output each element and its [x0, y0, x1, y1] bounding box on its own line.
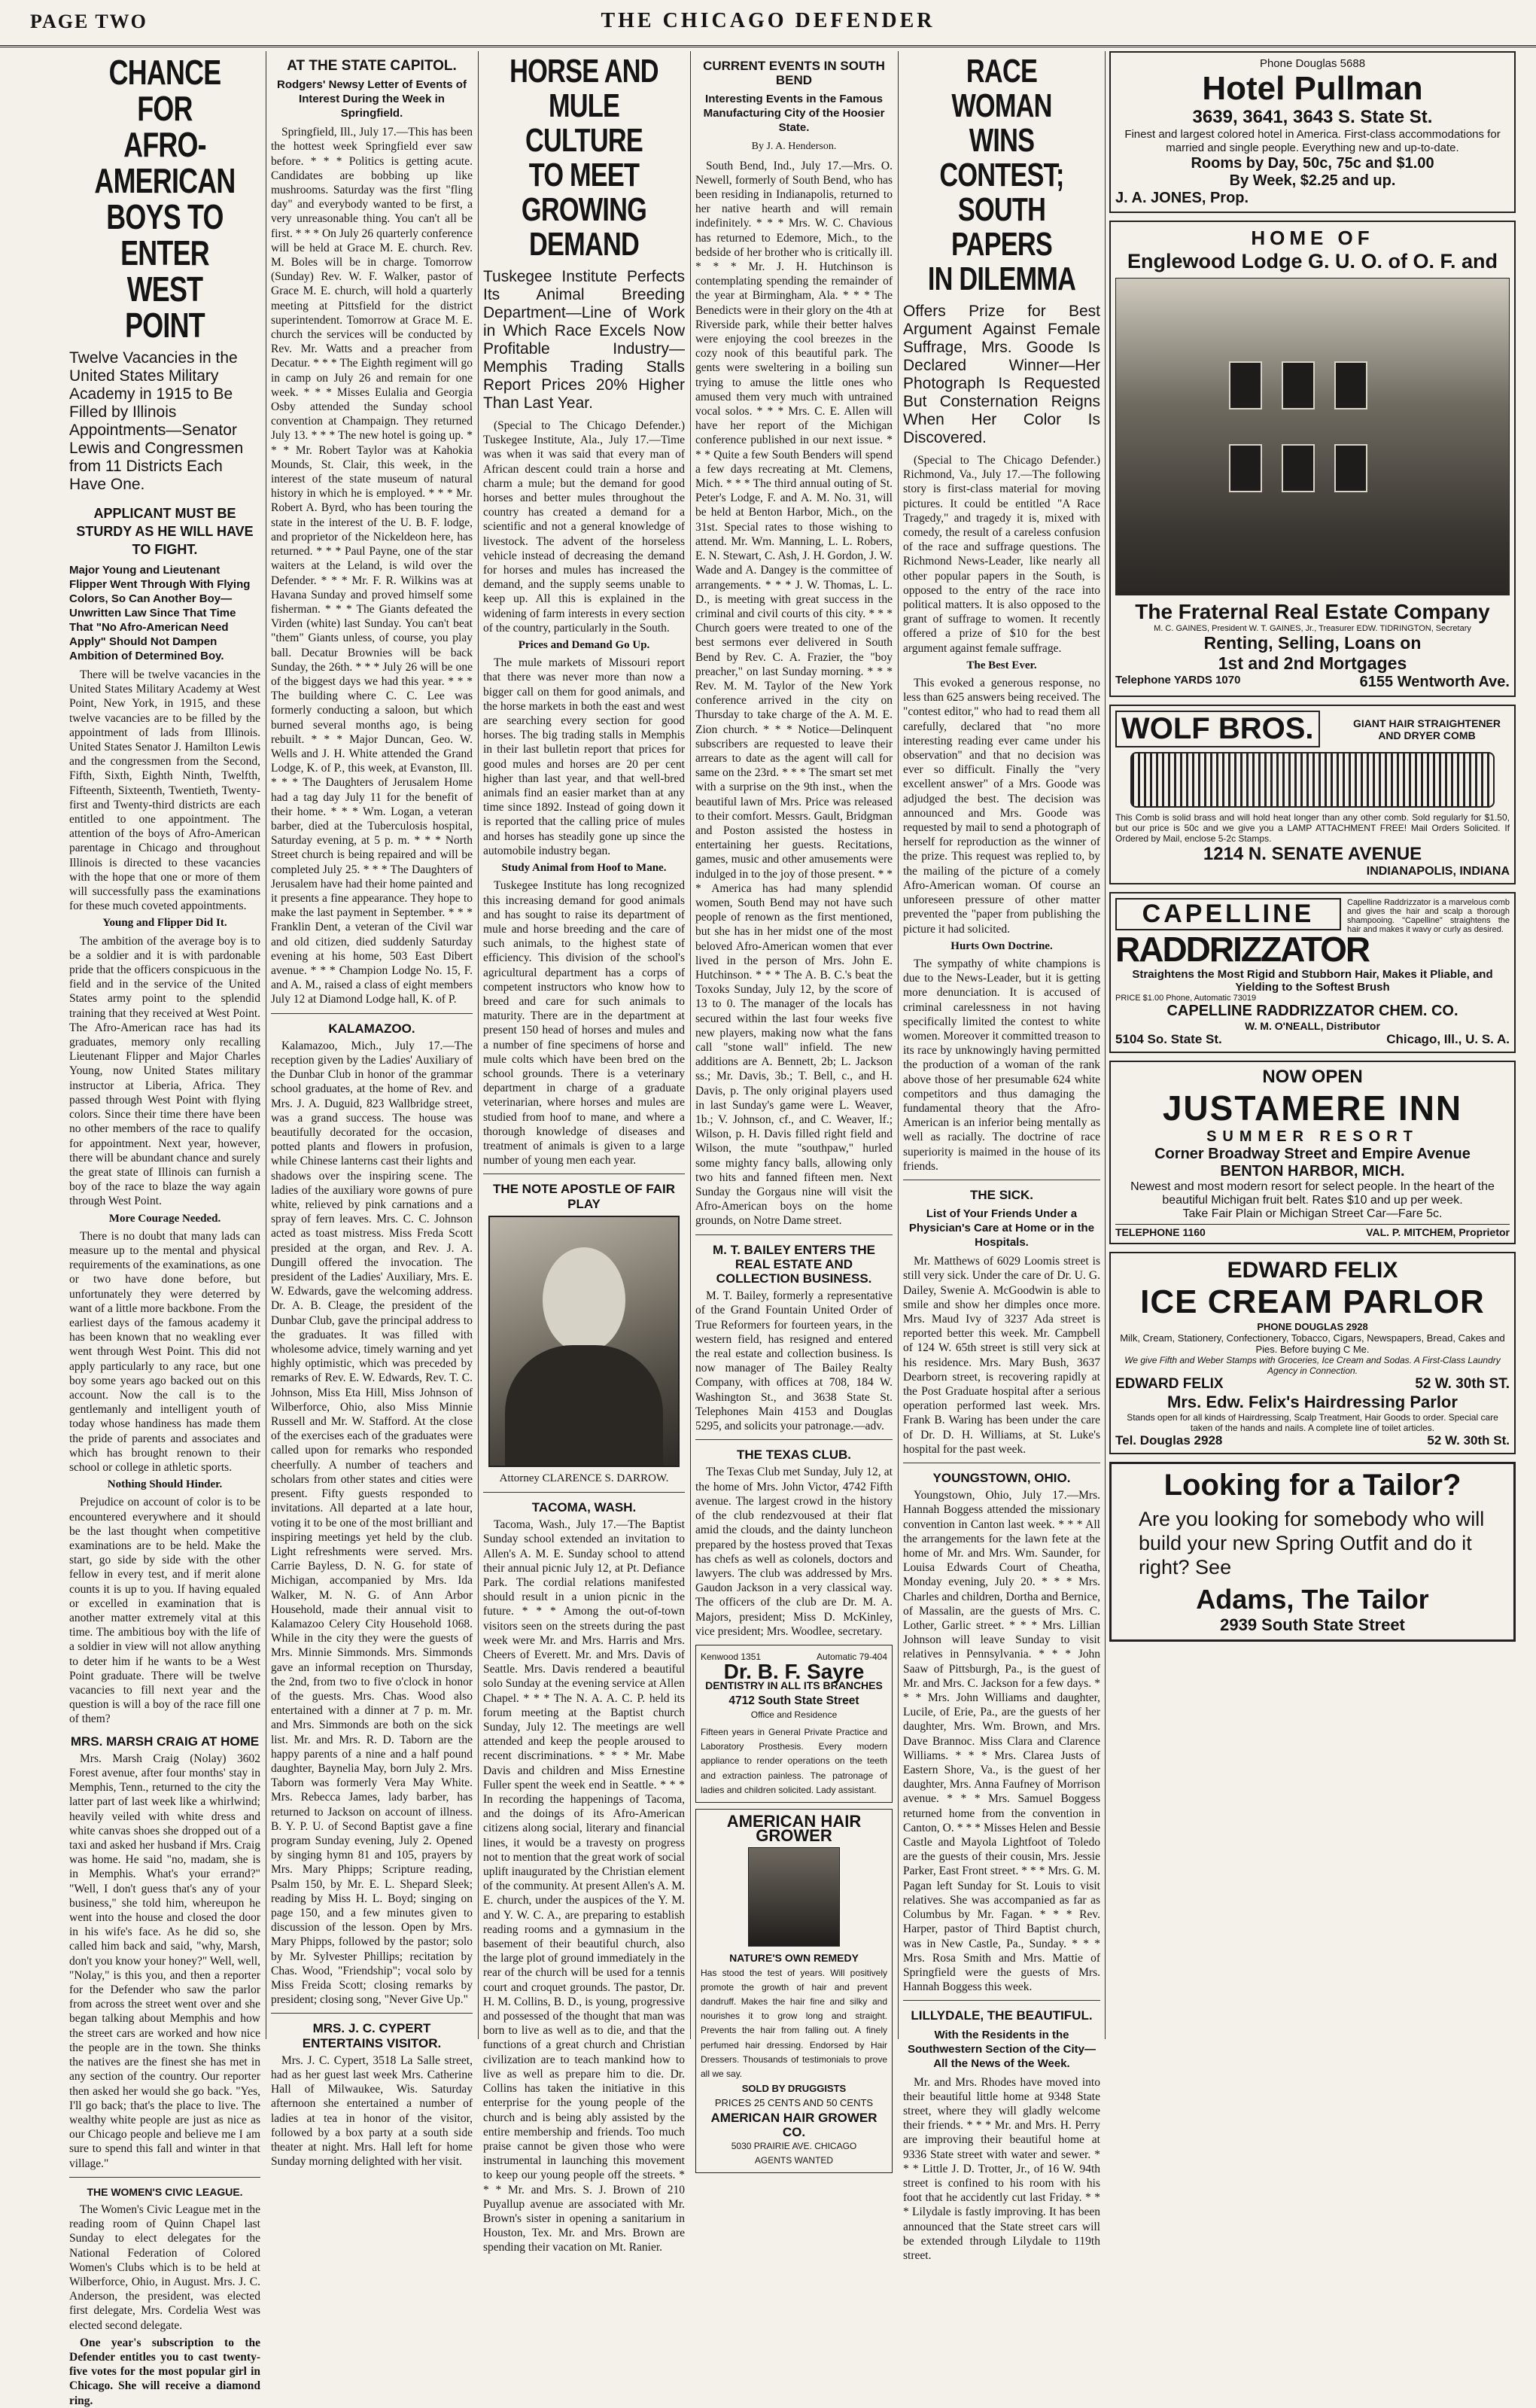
capelline-company: CAPELLINE RADDRIZZATOR CHEM. CO.: [1166, 1003, 1458, 1019]
subscription-notice: One year's subscription to the Defender entitles you to cast twenty-five votes for the most popular girl in Chicago. She will receive a diamond ring.: [69, 2336, 260, 2407]
horse-mule-deck: Tuskegee Institute Perfects Its Animal Breeding Department—Line of Work in Which Race Excels Now Profitable Industry—Memphis Trading Stalls Report Prices 20% Higher Than Last Year.: [483, 268, 685, 412]
sick-headline: THE SICK.: [969, 1187, 1034, 1202]
capelline-name2: RADDRIZZATOR: [1115, 930, 1370, 969]
side-head: Hurts Own Doctrine.: [950, 939, 1053, 952]
race-woman-deck: Offers Prize for Best Argument Against Female Suffrage, Mrs. Goode Is Declared Winner—Her Photograph Is Requested But Consternation Reigns When Her Color Is Discovered.: [903, 303, 1100, 446]
divider: [69, 2177, 260, 2178]
justamere-town: BENTON HARBOR, MICH.: [1220, 1163, 1405, 1180]
masthead: [0, 0, 1536, 47]
tailor-name: Adams, The Tailor: [1196, 1584, 1429, 1615]
divider: [903, 2000, 1100, 2001]
article-paragraph: (Special to The Chicago Defender.) Tuskegee Institute, Ala., July 17.—Time was when it was said that every man of African descent could train a horse and charm a mule; but the demand for good horses and better mules throughout the country has created a demand for a scientific and not a general knowledge of livestock. The advent of the horseless vehicle instead of decreasing the demand for horses and mules has increased the demand, and the supply seems unable to keep up. All this is explained in the widening of farm interests in every section of the country, particularly in the South.: [483, 419, 685, 635]
advertisements-column: [1109, 51, 1516, 2039]
pullman-weekly: By Week, $2.25 and up.: [1229, 172, 1396, 189]
hair-prices: PRICES 25 CENTS AND 50 CENTS: [714, 2097, 874, 2109]
side-head: The Best Ever.: [966, 659, 1037, 671]
hair-sold: SOLD BY DRUGGISTS: [741, 2083, 847, 2095]
article-paragraph: The Women's Civic League met in the reading room of Quinn Chapel last Sunday to elect delegates for the National Federation of Colored Women's Clubs which is to be held at Wilberforce, Ohio, in August. Mrs. J. C. Anderson, the president, was elected first delegate, Mrs. Cordelia West was elected second delegate.: [69, 2203, 260, 2332]
capelline-side: Capelline Raddrizzator is a marvelous comb and gives the hair and scalp a thorough shampooing. "Capelline" straightens the hair and makes it wavy or curly as desired.: [1347, 898, 1510, 934]
felix-mrs-body: Stands open for all kinds of Hairdressing, Scalp Treatment, Hair Goods to order. Special care taken of the hands and nails. A complete line of toilet articles.: [1127, 1412, 1498, 1433]
article-paragraph: There is no doubt that many lads can measure up to the mental and physical requirements of the examinations, as one or two have done before, but unfortunately they were deterred by want of a little more backbone. From the earliest days of the famous academy it has been known that no weakling ever went through West Point. This did not apply particularly to any race, but one boy some years ago backed out on this account. Now the call is to the gentlemanly and intelligent youth of today whose handiness has made them the pride of parents and associates and which has brought renown to their school or college in athletic sports.: [69, 1229, 260, 1474]
sayre-body: Fifteen years in General Private Practice and Laboratory Prosthesis. Every modern appliance to render operations on the teeth and extraction painless. The patronage of ladies and children solicited. Lady assistant.: [701, 1726, 887, 1795]
hair-body: Has stood the test of years. Will positively promote the growth of hair and prevent dandruff. Makes the hair fine and silky and nourishes it to grow long and straight. Prevents the hair from falling out. A finely perfumed hair dressing. Endorsed by Hair Dressers. Thousands of testimonials to prove all we say.: [701, 1967, 887, 2079]
lodge-mortgages: 1st and 2nd Mortgages: [1218, 653, 1407, 673]
justamere-name: JUSTAMERE INN: [1162, 1088, 1463, 1128]
felix-phone: PHONE DOUGLAS 2928: [1257, 1321, 1368, 1332]
divider: [271, 2013, 473, 2014]
side-head: Study Animal from Hoof to Mane.: [501, 862, 667, 875]
edward-felix-ad: [1109, 1252, 1516, 1454]
pullman-phone: Phone Douglas 5688: [1259, 57, 1366, 70]
craig-headline: MRS. MARSH CRAIG AT HOME: [70, 1734, 260, 1749]
column-2: [271, 51, 473, 2169]
felix-name: EDWARD FELIX: [1227, 1258, 1398, 1283]
hair-title: AMERICAN HAIR GROWER: [726, 1811, 862, 1846]
article-paragraph: The Texas Club met Sunday, July 12, at the home of Mrs. John Victor, 4742 Fifth avenue. The largest crowd in the history of the club rendezvoused at their flat amid the clouds, and the dainty luncheon prepared by the hostess proved that Texas has chefs as well as colonels, doctors and lawyers. The club was addressed by Mrs. Gaudon Jackson in a very classical way. The officers of the club are Dr. M. A. Majors, president; Miss D. McKinley, vice president; Mrs. Woodlee, secretary.: [695, 1466, 893, 1638]
wolf-body: This Comb is solid brass and will hold heat longer than any other comb. Sold regularly for $1.50, but our price is 50c and we give you a LAMP ATTACHMENT FREE! Mail Orders Solicited. If Ordered by Mail, enclose 5-2c Stamps.: [1115, 812, 1510, 844]
article-paragraph: Mr. Matthews of 6029 Loomis street is still very sick. Under the care of Dr. U. G. Dailey, Swenie A. McGoodwin is able to smile and show her dimples once more. Mrs. Maud Ivy of 3237 Ada street is reported better this week. Mr. Campbell of 124 W. 65th street is still very sick at his residence. Mrs. Mary Bush, 3637 Dearborn street, is recovering rapidly at the Post Graduate hospital after a serious operation performed last week. Mrs. Frank B. Waring has been under the care of Dr. D. H. Williams, at St. Luke's hospital for the past week.: [903, 1255, 1100, 1456]
hair-grower-ad: [695, 1809, 893, 2173]
sayre-name: Dr. B. F. Sayre: [723, 1660, 865, 1684]
englewood-lodge-ad: [1109, 221, 1516, 697]
bailey-headline: M. T. BAILEY ENTERS THE REAL ESTATE AND COLLECTION BUSINESS.: [713, 1242, 875, 1286]
state-capitol-headline: AT THE STATE CAPITOL.: [287, 58, 457, 74]
sick-deck: List of Your Friends Under a Physician's Care at Home or in the Hospitals.: [908, 1207, 1095, 1250]
west-point-headline: CHANCE FOR AFRO-AMERICAN BOYS TO ENTER WEST POINT: [94, 53, 236, 345]
hair-tagline: NATURE'S OWN REMEDY: [729, 1952, 859, 1965]
divider: [483, 1492, 685, 1493]
horse-mule-headline: HORSE AND MULE CULTURE TO MEET GROWING DEMAND: [509, 53, 659, 263]
wolf-city: INDIANAPOLIS, INDIANA: [1366, 865, 1510, 878]
felix-mrs: Mrs. Edw. Felix's Hairdressing Parlor: [1167, 1393, 1458, 1411]
cypert-headline: MRS. J. C. CYPERT ENTERTAINS VISITOR.: [302, 2021, 442, 2050]
building-window: [1334, 444, 1367, 492]
lodge-phone: Telephone YARDS 1070: [1115, 674, 1241, 686]
wolf-name: WOLF BROS.: [1115, 711, 1320, 747]
capelline-ad: [1109, 892, 1516, 1053]
portrait-face: [543, 1247, 625, 1353]
capelline-price: PRICE $1.00 Phone, Automatic 73019: [1115, 994, 1257, 1003]
hotel-pullman-ad: [1109, 51, 1516, 213]
capelline-address: 5104 So. State St.: [1115, 1032, 1222, 1046]
building-window: [1334, 361, 1367, 409]
article-paragraph: Youngstown, Ohio, July 17.—Mrs. Hannah Boggess attended the missionary convention in Canton last week. * * * All the arrangements for the lawn fete at the home of Mr. and Mrs. Wm. Saunder, for Louisa Edwards Court of Cheatha, Monday evening, July 20. * * * Mrs. Charles and children, Dortha and Bernice, of Massalin, are the guests of Mrs. C. Lother, Garlic street. * * * Mrs. Lillian Johnson will leave Sunday to visit relatives in Pennsylvania. * * * John Saaw of Pittsburgh, Pa., is the guest of Mr. and Mrs. C. Jackson for a few days. * * * Mrs. John Williams and daughter, Lucile, of Erie, Pa., are the guests of her daughter, Mrs. Wm. Brown, and Mrs. Dave Brannoc. Miss Clara and Clarence Williams. * * * Mrs. Clarea Justs of Eastern Shore, Va., is the guest of her daughter, Mrs. Anna Faufney of Morrison avenue. * * * Mrs. Samuel Boggess returned home from the convention in Canton, O. * * * Misses Helen and Bessie Castle and Mayola Lightfoot of Toledo are the guests of their cousin, Mrs. Jessie Parker, East Front street. * * * Mrs. G. M. Pagan left Sunday for St. Louis to visit relatives. She was accompanied as far as Columbus by Mr. Fagan. * * * Rev. Harper, pastor of Third Baptist church, was in New Castle, Pa., Sunday. * * * Mrs. Rosa Smith and Mrs. Mattie of Springfield were the guests of Mrs. Hannah Boggess this week.: [903, 1489, 1100, 1994]
article-paragraph: Prejudice on account of color is to be encountered everywhere and it should be the last thought when competitive examinations are to be held. Make the start, go side by side with the other fellow in every test, and if merit alone counts it is up to you. If having equaled or excelled in examination that is another matter extremely vital at this time. The ambitious boy with the life of a soldier in view will not allow anything to deter him if he wants to be a West Point graduate. There will be twelve vacancies to fill next year and the question is will a boy of the race fill one of them?: [69, 1496, 260, 1726]
pullman-line1: Finest and largest colored hotel in America. First-class accommodations for married and single people. Everything new and up-to-date.: [1124, 128, 1501, 154]
hair-address: 5030 PRAIRIE AVE. CHICAGO: [731, 2141, 857, 2151]
justamere-phone: TELEPHONE 1160: [1115, 1226, 1206, 1238]
west-point-subdeck: Major Young and Lieutenant Flipper Went Through With Flying Colors, So Can Another Boy—Unwritten Law Since That Time That "No Afro-American Need Apply" Should Not Dampen Ambition of Determined Boy.: [69, 564, 251, 662]
wolf-address: 1214 N. SENATE AVENUE: [1203, 844, 1422, 864]
felix-parlor: ICE CREAM PARLOR: [1140, 1283, 1485, 1320]
capelline-tag: Straightens the Most Rigid and Stubborn Hair, Makes it Pliable, and Yielding to the Softest Brush: [1132, 968, 1493, 994]
article-paragraph: M. T. Bailey, formerly a representative of the Grand Fountain United Order of True Reformers for fourteen years, in the western field, has resigned and entered the real estate and collection business. Is now manager of The Bailey Realty Company, with offices at 708, 184 W. Washington St., and 3638 State St. Telephones Main 4153 and Douglas 5295, and solicits your patronage.—adv.: [695, 1289, 893, 1433]
lodge-company: The Fraternal Real Estate Company: [1135, 600, 1490, 623]
tacoma-headline: TACOMA, WASH.: [531, 1499, 637, 1515]
felix-line2: We give Fifth and Weber Stamps with Groceries, Ice Cream and Sodas. A First-Class Laundry Agency in Connection.: [1124, 1355, 1501, 1376]
felix-addr: 52 W. 30th ST.: [1415, 1376, 1510, 1392]
capelline-name1: CAPELLINE: [1115, 898, 1341, 930]
sayre-dentist-ad: [695, 1645, 893, 1803]
article-paragraph: The sympathy of white champions is due to the News-Leader, but it is getting more denunciation. It is accused of criminal carelessness in not having specifically limited the contest to white women. Moreover it committed treason to its race by unknowingly having permitted the production of a woman of the rank above those of her presumable 624 white competitors and thus damaging the fundamental theory that the Afro-American is an inferior being mentally as well as racially. The doctrine of race superiority is maimed in the house of its friends.: [903, 957, 1100, 1173]
justamere-fare: Take Fair Plain or Michigan Street Car—Fare 5c.: [1182, 1207, 1443, 1220]
column-rule: [478, 51, 479, 2039]
sayre-line1: DENTISTRY IN ALL ITS BRANCHES: [705, 1679, 883, 1692]
state-capitol-deck: Rodgers' Newsy Letter of Events of Interest During the Week in Springfield.: [277, 78, 467, 120]
newspaper-name: THE CHICAGO DEFENDER: [601, 9, 935, 32]
capelline-city: Chicago, Ill., U. S. A.: [1386, 1032, 1510, 1046]
lillydale-deck: With the Residents in the Southwestern Section of the City—All the News of the Week.: [907, 2028, 1096, 2070]
justamere-open: NOW OPEN: [1262, 1067, 1363, 1087]
lodge-officers: M. C. GAINES, President W. T. GAINES, Jr., Treasurer EDW. TIDRINGTON, Secretary: [1154, 624, 1471, 633]
article-paragraph: Mr. and Mrs. Rhodes have moved into their beautiful little home at 9348 State street, where they will gladly welcome their friends. * * * Mr. and Mrs. H. Perry are improving their beautiful home at 9336 State street with water and sewer. * * * Little J. D. Trotter, Jr., of 16 W. 94th street is confined to his room with his foot that he accidently cut last Friday. * * * Lilydale is fastly improving. It has been announced that the State street cars will be extended through Lilydale to 119th street.: [903, 2075, 1100, 2262]
sayre-phone-right: Automatic 79-404: [816, 1651, 887, 1662]
article-paragraph: Mrs. J. C. Cypert, 3518 La Salle street, had as her guest last week Mrs. Catherine Hall of Milwaukee, Wis. Saturday afternoon she entertained a number of ladies at tea in honor of the visitor, followed by a box party at a south side theater at night. Mrs. Hall left for home Sunday morning delighted with her visit.: [271, 2053, 473, 2169]
divider: [695, 1439, 893, 1440]
hair-company: AMERICAN HAIR GROWER CO.: [710, 2110, 877, 2139]
column-5: [903, 51, 1100, 2262]
justamere-inn-ad: [1109, 1061, 1516, 1244]
darrow-portrait: [488, 1216, 680, 1467]
adams-tailor-ad: [1109, 1462, 1516, 1642]
article-paragraph: South Bend, Ind., July 17.—Mrs. O. Newell, formerly of South Bend, who has been residing in Indianapolis, returned to her native hearth and will remain indefinitely. * * * Mrs. W. C. Chavious has returned to Edemore, Mich., to the bedside of her brother who is critically ill. * * * Mr. J. H. Hutchinson is contemplating spending the remainder of the year at Birmingham, Ala. * * * The Benedicts were in their glory on the 4th at Riverside park, while their better halves were enjoying the cool breezes in the cozy nook of this beautiful park. The gents were sweltering in a boiling sun trying to amuse the little ones who amused them very much with untrained vocal solos. * * * Mrs. C. E. Allen will have her report of the Michigan conference published in our next issue. * * * Quite a few South Benders will spend a few days recreating at Mt. Clemens, Mich. * * * The third annual outing of St. Peter's Lodge, F. and A. M. No. 31, will be held at Benton Harbor, Mich., on the 31st. Special rates to those wishing to attend. Mr. Wm. Manning, L. L. Robers, E. N. Stewart, C. Ash, J. H. Gordon, J. W. Wade and A. Dangey is the committee of arrangements. * * * J. W. Thomas, L. L. D., is meeting with great success in the criminal and civil courts of this city. * * * Church goers were treated to one of the best sermons ever delivered in South Bend by Rev. C. A. Frazier, the "boy preacher," on last Sunday morning. * * * Rev. M. M. Taylor of the New York conference arrived in the city on Thursday to take charge of the A. M. E. Zion church. * * * Notice—Delinquent subscribers are requested to leave their arrears to date as the agent will call for same on the 23rd. * * * The smart set met with a surprise on the 9th inst., when the beautiful lawn of Mrs. Price was released to their comfort. Messrs. Gault, Bridgman and Poston assisted the hostess in entertaining her guests. Recitations, games, music and other amusements were indulged in to the joy of those present. * * * America has had many splendid women, South Bend may not have such people of renown as the first mentioned, but she has in her midst one of the most beloved Afro-American women that ever lived in the person of Mrs. John E. Hutchinson. * * * The A. B. C.'s beat the Toxoks Sunday, July 12, by the score of 13 to 0. The manager of the locals has secured within the last four weeks five new players, making now what the fans call "stone wall" infield. The new additions are A. Bennett, 2b; L. Jackson ss.; Mr. Davis, 3b.; T. Bell, c., and H. Davis, p. The only original players used in last Sunday's game were L. Weaver, 1b.; V. Johnson, cf., and C. Weaver, lf.; Wilson, p. H. Davis filled right field and Wilson, the mute "southpaw," hurled some mighty fancy balls, allowing only two hits and fanned fifteen men. Next Sunday the Gorgaus nine will visit the Afro-American boys on the home grounds, on Notre Dame street.: [695, 159, 893, 1228]
sayre-address: 4712 South State Street: [728, 1694, 859, 1707]
column-1: [69, 51, 260, 2407]
building-window: [1282, 444, 1315, 492]
pullman-name: Hotel Pullman: [1202, 70, 1423, 107]
building-window: [1282, 361, 1315, 409]
wolf-product: GIANT HAIR STRAIGHTENER AND DRYER COMB: [1353, 717, 1501, 741]
divider: [271, 1013, 473, 1014]
pullman-address: 3639, 3641, 3643 S. State St.: [1192, 107, 1433, 127]
pullman-rates: Rooms by Day, 50c, 75c and $1.00: [1191, 155, 1434, 172]
building-window: [1229, 444, 1262, 492]
article-paragraph: This evoked a generous response, no less than 625 answers being received. The "contest editor," who had to read them all carefully, declared that "no more interesting reading ever came under his observation" and that no decision was ever so difficult. Finally the "very excellent answer" of a Mrs. Goode was adjudged the best. The decision was announced and Mrs. Goode was requested by mail to send a photograph of herself for reproduction as the winner of the prize. This request was replied to, by the mailing of the picture of a comely Afro-American woman. Of course an unforeseen pressure of other matter prevented the "paper from publishing the picture it had solicited.: [903, 677, 1100, 936]
felix-tel: Tel. Douglas 2928: [1115, 1433, 1223, 1448]
column-rule: [898, 51, 899, 2039]
kalamazoo-headline: KALAMAZOO.: [328, 1021, 415, 1036]
west-point-subhead: APPLICANT MUST BE STURDY AS HE WILL HAVE TO FIGHT.: [76, 506, 254, 557]
lodge-building-photo: [1115, 278, 1510, 595]
article-paragraph: Kalamazoo, Mich., July 17.—The reception given by the Ladies' Auxiliary of the Dunbar Club in honor of the grammar school graduates, at the home of Rev. and Mrs. J. A. Duguid, 823 Wallbridge street, was a grand success. The house was beautifully decorated for the occasion, potted plants and flowers in profusion, while Chinese lanterns cast their lights and shadows over the inspiring scene. The ladies of the auxiliary wore gowns of pure white, relieved by pink carnations and a spray of fern leaves. Mrs. C. C. Johnson acted as toast mistress. Miss Freda Scott presided at the organ, and Rev. J. A. Dungill offered the invocation. The president of the Ladies' Auxiliary, Mrs. E. W. Edwards, gave the welcoming address. Dr. A. B. Cleage, the president of the Dunbar Club, gave the principal address to the graduates. It was filled with wholesome advice, timely warning and yet highly optimistic, which was preceded by remarks of Rev. E. W. Edwards, Rev. T. C. Johnson, Miss Eta Hill, Miss Johnson of Wilberforce, Ohio, also Miss Minnie Russell and Mr. W. Stafford. At the close of the exercises each of the graduates were called upon for remarks who responded cheerfully. A number of teachers and scholars from other states and cities were present. Fifty guests responded to invitations. All departed at a late hour, voting it to be one of the most brilliant and inspiring meetings yet held by the club. Light refreshments were served. Mrs. Carrie Bayless, D. N. G. for state of Michigan, accompanied by Mrs. Ida Walker, M. N. G. of Ann Arbor Household, made their annual visit to Kalamazoo Celery City Household 1068. While in the city they were the guests of Mrs. Minnie Simmonds. Mrs. Simmonds gave an informal reception on Thursday, the 2nd, from two to five o'clock in honor of the guests. Mrs. Chas. Wood also entertained with a dinner at 7 p. m. Mr. and Mrs. Simmonds are both on the sick list. Mr. and Mrs. R. D. Taborn are the happy parents of a nine and a half pound daughter, Baynelia May, born July 2. Mrs. Taborn was formerly Vera May White. Mrs. Rebecca James, lady barber, has returned to Jackson on account of illness. B. Y. P. U. of Second Baptist gave a fine program Sunday evening, July 2. Opened by singing hymn 81 and 105, prayers by Mrs. Mary Phipps; Scripture reading, Psalm 150, by Mr. E. L. Shepard Sleek; reading by Miss H. L. Boyd; singing on page 150, and a few minutes given to discussion of the lesson. Open by Mrs. Mary Phipps, followed by the pastor; solo by Mr. Sylvester Phillips; recitation by Chas. Wood, "Friendship"; vocal solo by Miss Freida Scott; closing remarks by president; closing song, "Never Give Up.": [271, 1039, 473, 2007]
west-point-deck: Twelve Vacancies in the United States Military Academy in 1915 to Be Filled by Illinois Appointments—Senator Lewis and Congressmen from 11 Districts Each Have One.: [69, 349, 244, 493]
side-head: Nothing Should Hinder.: [107, 1478, 223, 1491]
side-head: Young and Flipper Did It.: [102, 917, 227, 930]
article-paragraph: Springfield, Ill., July 17.—This has been the hottest week Springfield ever saw before. * * * Politics is getting acute. Candidates are bobbing up like mushrooms. Saturday was the first "fling day" and everybody wanted to be first, a very unreasonable thing. You can't all be first. * * * On July 26 quarterly conference will be held at Grace M. E. church. Rev. M. Boles will be in charge. Tomorrow (Sunday) Rev. W. F. Walker, pastor of Grace M. E. church, will hold a quarterly meeting at Pittsfield for the district superintendent. Tomorrow at Grace M. E. church the services will be conducted by Rev. Mr. Watts and a preacher from Decatur. * * * The Eighth regiment will go in camp on July 26 and remain for one week. * * * Misses Eulalia and Georgia Osby attended the Sunday school convention at Champaign. They returned July 13. * * * The new hotel is going up. * * * Mr. Robert Taylor was at Kahokia Mounds, St. Clair, this week, in the interest of the state museum of natural history in which he is employed. * * * Mr. Robert A. Byrd, who has been touring the state in the interest of the U. B. F. lodge, and proprietor of the Nickeldeon here, has returned. * * * Paul Payne, one of the star waiters at the Leland, is wild over the Defender. * * * Mr. F. R. Wilkins was at Havana Sunday and proved himself some fisherman. * * * The Giants defeated the Virden (white) last Sunday. You can't beat "them" Giants unless, of course, you play ball. Decatur Brownies will be back Sunday, the 26th. * * * July 26 will be one of the biggest days we had this year. * * * The building where C. C. Lee was formerly conducting a saloon, but which burned several months ago, is being rebuilt. * * * Major Duncan, Geo. W. Wells and J. H. White attended the Grand Lodge, K. of P., this week, at Evanston, Ill. * * * The Daughters of Jerusalem Home had a tag day July 11 for the benefit of their home. * * * Wm. Logan, a veteran barber, died at the Tuberculosis hospital, Saturday evening, at 5 p. m. * * * North Street church is being repaired and will be completed July 25. * * * The Daughters of Jerusalem have had their home painted and it presents a fine appearance. They hope to make the last payment in September. * * * Franklin Dent, a veteran of the Civil war and old citizen, died suddenly Saturday evening at his home, 503 East Dibert avenue. * * * Champion Lodge No. 15, F. and A. M., raised a class of eight members July 12 at Diamond Lodge hall, K. of P.: [271, 126, 473, 1006]
building-window: [1229, 361, 1262, 409]
lodge-home: HOME OF: [1251, 227, 1374, 249]
pullman-prop: J. A. JONES, Prop.: [1115, 190, 1249, 206]
lillydale-headline: LILLYDALE, THE BEAUTIFUL.: [911, 2008, 1093, 2023]
lodge-address: 6155 Wentworth Ave.: [1359, 674, 1510, 690]
article-paragraph: The ambition of the average boy is to be a soldier and it is with pardonable pride that the officers conspicuous in the field and in the service of the United States army point to the splendid training that they received at West Point. The Afro-American race has had its graduates, memory only recalling Lieutenant Flipper and Major Charles Young, now United States military instructor at Liberia, Africa. They passed through West Point with flying colors. Since their time there have been no other members of the race to qualify for appointment. Next year, however, there will be abundant chance and surely the great state of Illinois can furnish a boy of the race to blaze the way again through West Point.: [69, 934, 260, 1208]
hair-agents: AGENTS WANTED: [754, 2155, 834, 2166]
sayre-line2: Office and Residence: [750, 1709, 838, 1720]
side-head: Prices and Demand Go Up.: [518, 639, 650, 652]
portrait-caption: Attorney CLARENCE S. DARROW.: [499, 1472, 669, 1484]
divider: [695, 1234, 893, 1235]
comb-illustration: [1130, 752, 1495, 808]
article-paragraph: There will be twelve vacancies in the United States Military Academy at West Point, New York, in 1915, and these twelve vacancies are to be filled by the appointment of lads from Illinois. United States Senator J. Hamilton Lewis and the congressmen from the Second, Fifth, Sixth, Eighth Ninth, Twelfth, Fifteenth, Sixteenth, Twentieth, Twenty-first and Twenty-third districts are each entitled to one appointment. The attention of the boys of Afro-American parentage in Chicago and throughout Illinois is directed to these vacancies with the hope that one or more of them will successfully pass the examinations for these much coveted appointments.: [69, 668, 260, 913]
capelline-distributor: W. M. O'NEALL, Distributor: [1245, 1020, 1380, 1032]
portrait-body: [505, 1345, 663, 1466]
wolf-bros-ad: [1109, 705, 1516, 884]
column-4: [695, 51, 893, 2166]
article-paragraph: Mrs. Marsh Craig (Nolay) 3602 Forest avenue, after four months' stay in Memphis, Tenn., returned to the city the latter part of last week like a whirlwind; heavily veiled with white dress and white canvas shoes she dropped out of a taxi and asked her husband if Mrs. Craig was home. He said "no, madam, she is in Memphis. What's your errand?" "Well, I don't guess that's any of your business," she told him, whereupon he went into the house and closed the door in his wife's face. As he did so, she called him back and said, "why, Marsh, don't you know your honey?" Well, well, "Nolay," is this you, and then a reporter for the Defender who saw the parlor from across the street went over and she began talking about Memphis and how the street cars are worked and how nice the people are in the town. She thinks the natives are the finest she has met in any section of the country. Our reporter then asked her would she go back. "Yes, I'll go back; that's the place to live. The wealthy white people are just as nice as our Chicago people and believe me I am sure to spend this fall and winter in that village.": [69, 1752, 260, 2170]
tailor-address: 2939 South State Street: [1220, 1615, 1405, 1634]
justamere-type: SUMMER RESORT: [1206, 1128, 1419, 1145]
page-number: PAGE TWO: [30, 11, 148, 32]
tailor-head: Looking for a Tailor?: [1163, 1469, 1461, 1502]
article-paragraph: Tacoma, Wash., July 17.—The Baptist Sunday school extended an invitation to Allen's A. M. E. Sunday school to attend their annual picnic July 12, at Pt. Defiance Park. The cordial relations manifested should result in a union picnic in the future. * * * Among the out-of-town visitors seen on the streets during the past week were Mr. and Mrs. Harris and Mrs. Cheers of Everett. Mr. and Mrs. Davis of Seattle. Mrs. Davis rendered a beautiful solo Sunday at the evening service at Allen Chapel. * * * The N. A. A. C. P. held its forum meeting at the Baptist church Sunday, July 12. The meetings are well attended and keep the people aroused to recent discriminations. * * * Mr. Mabe Davis and children and Miss Ernestine Fuller spent the week end in Seattle. * * * In recording the happenings of Tacoma, and the doings of its Afro-American citizens along social, literary and financial lines, it would be a travesty on progress not to mention that the great work of social uplift inaugurated by the Christian element of the community. At present Allen's A. M. E. church, under the auspices of the Y. M. and Y. W. C. A., are preparing to establish reading rooms and a gymnasium in the basement of their beautiful church, also the large plot of ground immediately in the rear of the church will be used for a tennis court and croquet grounds. The pastor, Dr. H. M. Collins, B. D., is young, progressive and possessed of the thought that man was born to live as well as to die, and that the functions of a great church and Christian civilization are to teach mankind how to live as well as prepare him to die. Dr. Collins has taken the initiative in this enterprise for the young people of the church and is being ably assisted by the entire membership and friends. Too much praise cannot be given those who were instrumental in launching this movement to keep our young people off the streets. * * * Mr. and Mrs. S. J. Brown of 210 Puyallup avenue are associated with Mr. Brown's sister in opening a sanitarium in Houston, Tex. Mr. and Mrs. Brown are spending their vacation on Mt. Ranier.: [483, 1518, 685, 2254]
south-bend-headline: CURRENT EVENTS IN SOUTH BEND: [703, 59, 885, 88]
felix-line1: Milk, Cream, Stationery, Confectionery, Tobacco, Cigars, Newspapers, Bread, Cakes and Pies. Before buying C Me.: [1120, 1332, 1505, 1355]
hair-grower-photo: [748, 1847, 840, 1947]
column-rule: [690, 51, 691, 2039]
justamere-location: Corner Broadway Street and Empire Avenue: [1154, 1146, 1471, 1162]
south-bend-deck: Interesting Events in the Famous Manufacturing City of the Hoosier State.: [703, 93, 885, 135]
column-rule: [1105, 51, 1106, 2039]
article-paragraph: The mule markets of Missouri report that there was never more than now a bigger call on them for good animals, and the horse markets in both the east and west are searching every section for good horses. The big trading stalls in Memphis in their last bulletin report that prices for good mules and horses are 20 per cent higher than last year, and that well-bred animals find an easier market than at any time since 1892. Instead of going down it is reported that the calling price of mules and horses has steadily gone up since the automobile industry began.: [483, 656, 685, 857]
lodge-services: Renting, Selling, Loans on: [1203, 633, 1422, 653]
justamere-body: Newest and most modern resort for select people. In the heart of the beautiful Michigan fruit belt. Rates $10 and up per week.: [1130, 1180, 1495, 1207]
race-woman-headline: RACE WOMAN WINS CONTEST; SOUTH PAPERS IN DILEMMA: [927, 53, 1076, 297]
felix-addr2: 52 W. 30th St.: [1427, 1433, 1510, 1448]
felix-owner: EDWARD FELIX: [1115, 1376, 1224, 1392]
texas-club-headline: THE TEXAS CLUB.: [736, 1448, 852, 1463]
byline: By J. A. Henderson.: [751, 141, 837, 153]
sayre-phone-left: Kenwood 1351: [701, 1651, 762, 1662]
note-apostle-headline: THE NOTE APOSTLE OF FAIR PLAY: [492, 1182, 676, 1211]
side-head: More Courage Needed.: [108, 1212, 221, 1225]
column-3: [483, 51, 685, 2254]
youngstown-headline: YOUNGSTOWN, OHIO.: [932, 1471, 1071, 1485]
tailor-body: Are you looking for somebody who will build your new Spring Outfit and do it right? See: [1139, 1508, 1485, 1578]
justamere-prop: VAL. P. MITCHEM, Proprietor: [1366, 1226, 1510, 1238]
civic-league-headline: THE WOMEN'S CIVIC LEAGUE.: [87, 2185, 243, 2198]
article-paragraph: (Special to The Chicago Defender.) Richmond, Va., July 17.—The following story is first-class material for moving pictures. It could be entitled "A Race Tragedy," and tragedy it is, mixed with comedy, the result of a careless confusion of the race and suffrage questions. The Richmond News-Leader, like nearly all other popular papers in the South, is opposed to the entry of the race into political matters. It is also opposed to the grant of suffrage to women. It recently offered a prize of $10 for the best argument against female suffrage.: [903, 454, 1100, 655]
lodge-name: Englewood Lodge G. U. O. of O. F. and: [1127, 250, 1498, 272]
article-paragraph: Tuskegee Institute has long recognized this increasing demand for good animals and has sought to raise its department of mule and horse breeding and the care of such animals, to the highest state of efficiency. This division of the school's agricultural department has a corps of competent instructors who know how to breed and care for such animals to maturity. There are in the department at present 150 head of horses and mules and a number of fine specimens of horse and mule colts which have been bred on the school grounds. There is a veterinary department in charge of a graduate veterinarian, where horses and mules are studied from hoof to mane, and where a thorough knowledge of diseases and treatment of animals is given to a large number of young men each year.: [483, 879, 685, 1167]
